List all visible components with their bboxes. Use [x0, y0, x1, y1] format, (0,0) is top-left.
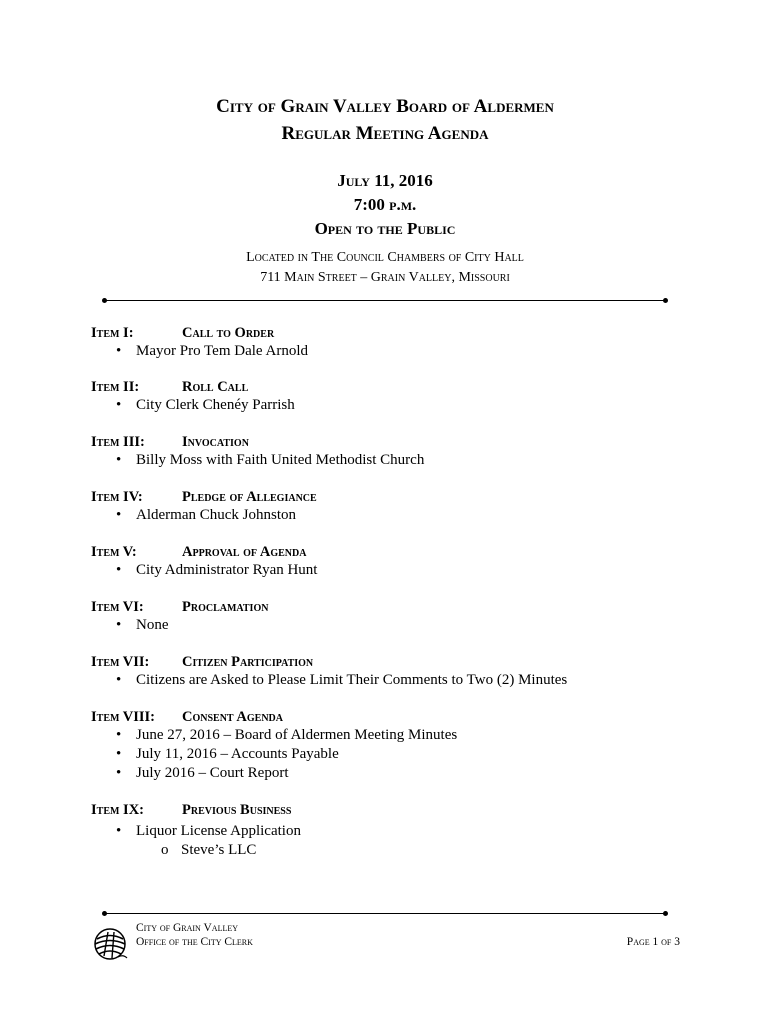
location-line-1: Located in The Council Chambers of City Hall [246, 250, 524, 265]
item-number: Item VIII: [91, 709, 156, 725]
list-item: • Mayor Pro Tem Dale Arnold [91, 342, 731, 361]
item-name: Citizen Participation [182, 654, 314, 670]
footer-org-line-1: City of Grain Valley [136, 922, 239, 934]
agenda-item-2 [91, 378, 731, 415]
agenda-item-5 [91, 543, 731, 580]
item-name: Invocation [182, 434, 249, 450]
item-name: Consent Agenda [182, 709, 284, 725]
list-item: • June 27, 2016 – Board of Aldermen Meeting Minutes [91, 726, 731, 745]
sub-list-item: o Steve’s LLC [91, 841, 731, 860]
city-seal-icon [90, 924, 130, 964]
item-name: Roll Call [182, 379, 249, 395]
item-number: Item V: [91, 544, 137, 560]
item-name: Call to Order [182, 325, 275, 341]
agenda-item-8 [91, 708, 731, 783]
item-number: Item IX: [91, 802, 144, 818]
agenda-item-3 [91, 433, 731, 470]
agenda-item-6 [91, 598, 731, 635]
meeting-date: July 11, 2016 [337, 171, 433, 190]
open-to-public: Open to the Public [314, 219, 456, 238]
list-item: • City Clerk Chenéy Parrish [91, 396, 731, 415]
list-item: • City Administrator Ryan Hunt [91, 561, 731, 580]
list-item: • Alderman Chuck Johnston [91, 506, 731, 525]
agenda-item-9 [91, 801, 731, 860]
item-number: Item IV: [91, 489, 143, 505]
item-number: Item II: [91, 379, 140, 395]
list-item: • None [91, 616, 731, 635]
item-number: Item VII: [91, 654, 150, 670]
agenda-item-7 [91, 653, 731, 690]
title-line-1: City of Grain Valley Board of Aldermen [216, 96, 554, 117]
list-item: • July 11, 2016 – Accounts Payable [91, 745, 731, 764]
list-item: • July 2016 – Court Report [91, 764, 731, 783]
agenda-item-1 [91, 324, 731, 361]
item-name: Approval of Agenda [182, 544, 307, 560]
list-item: • Billy Moss with Faith United Methodist Church [91, 451, 731, 470]
item-number: Item VI: [91, 599, 144, 615]
meeting-time: 7:00 p.m. [353, 195, 417, 214]
item-name: Previous Business [182, 802, 292, 818]
footer-org-line-2: Office of the City Clerk [136, 936, 253, 948]
item-number: Item I: [91, 325, 134, 341]
item-name: Proclamation [182, 599, 269, 615]
list-item: • Citizens are Asked to Please Limit Their Comments to Two (2) Minutes [91, 671, 731, 690]
title-line-2: Regular Meeting Agenda [281, 123, 489, 144]
location-line-2: 711 Main Street – Grain Valley, Missouri [260, 270, 510, 285]
list-item: • Liquor License Application [91, 822, 731, 841]
agenda-item-4 [91, 488, 731, 525]
page-number: Page 1 of 3 [626, 936, 680, 948]
item-number: Item III: [91, 434, 145, 450]
item-name: Pledge of Allegiance [182, 489, 317, 505]
